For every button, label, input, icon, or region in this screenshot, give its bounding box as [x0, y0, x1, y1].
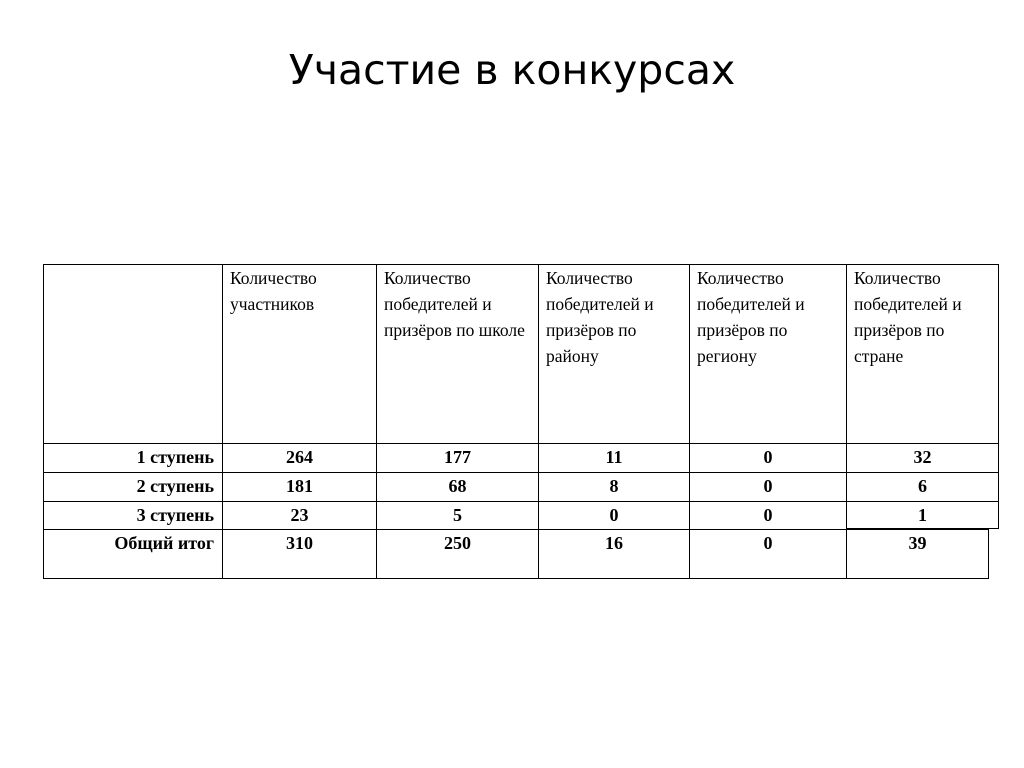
row-label-stage-2: 2 ступень: [43, 472, 222, 501]
total-cell-district: [538, 529, 689, 579]
table-cell: 5: [376, 501, 538, 529]
header-country-winners: Количество победителей и призёров по стране: [846, 264, 999, 443]
total-cell-region: [689, 529, 846, 579]
table-cell: 0: [538, 501, 689, 529]
total-cell-school: [376, 529, 538, 579]
total-value: 310: [286, 533, 313, 553]
table-cell: 264: [222, 443, 376, 472]
table-cell: 23: [222, 501, 376, 529]
table-cell: 177: [376, 443, 538, 472]
table-cell: 181: [222, 472, 376, 501]
table-cell: 6: [846, 472, 999, 501]
total-cell-participants: [222, 529, 376, 579]
table-cell: 32: [846, 443, 999, 472]
total-cell-country: [846, 529, 989, 579]
total-value: 250: [444, 533, 471, 553]
table-cell: 0: [689, 472, 846, 501]
header-participants: Количество участников: [222, 264, 376, 443]
row-label-stage-1: 1 ступень: [43, 443, 222, 472]
table-cell: 8: [538, 472, 689, 501]
row-label-stage-3: 3 ступень: [43, 501, 222, 529]
total-value: 39: [908, 533, 927, 553]
header-school-winners: Количество победителей и призёров по школе: [376, 264, 538, 443]
table-cell: 0: [689, 443, 846, 472]
row-label-total: Общий итог: [43, 529, 222, 579]
total-value: 0: [763, 533, 773, 553]
header-region-winners: Количество победителей и призёров по региону: [689, 264, 846, 443]
table-cell: 68: [376, 472, 538, 501]
total-value: 16: [605, 533, 623, 553]
table-cell: 1: [846, 501, 999, 529]
table-cell: 0: [689, 501, 846, 529]
slide-title: Участие в конкурсах: [288, 46, 736, 94]
table-corner-cell: [43, 264, 222, 443]
table-cell: 11: [538, 443, 689, 472]
header-district-winners: Количество победителей и призёров по району: [538, 264, 689, 443]
